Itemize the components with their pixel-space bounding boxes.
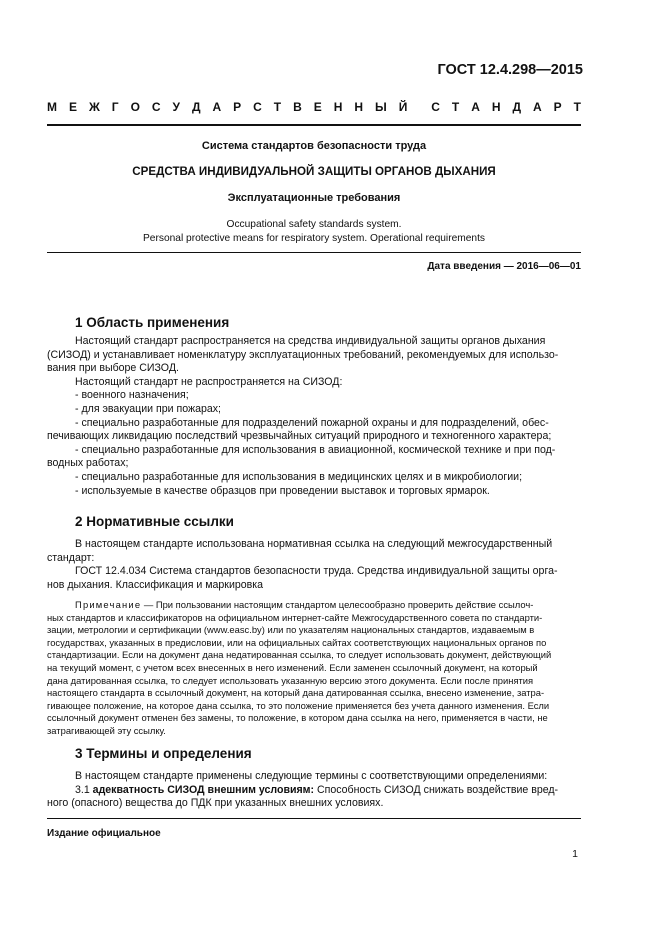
interstate-letter: Г (111, 100, 119, 114)
interstate-letter: С (151, 100, 161, 114)
interstate-letter: В (293, 100, 302, 114)
section-3-heading: 3 Термины и определения (75, 746, 252, 761)
interstate-letter: Е (313, 100, 322, 114)
header-rule (47, 124, 581, 126)
text-line: В настоящем стандарте применены следующие термины с соответствующими определениями: (75, 770, 548, 782)
interstate-letter: Т (573, 100, 581, 114)
note-first-line (47, 599, 581, 612)
note-line: зации, метрологии и сертификации (www.easc.by) или по указателям национальных стандартов, издаваемым в (47, 624, 535, 636)
text-line: водных работах; (47, 457, 129, 470)
english-title (47, 218, 581, 246)
list-item: - специально разработанные для подразделений пожарной охраны и для подразделений, обес- (75, 416, 549, 429)
note-label: Примечание (75, 599, 142, 610)
interstate-letter: А (533, 100, 542, 114)
text-line: вания при выборе СИЗОД. (47, 362, 179, 375)
interstate-letter: Н (491, 100, 501, 114)
note-line: затрагивающей эту ссылку. (47, 724, 166, 736)
interstate-letter: Е (68, 100, 77, 114)
term-definition (47, 784, 581, 798)
section-3-body (47, 770, 581, 811)
text-line: (СИЗОД) и устанавливает номенклатуру эксплуатационных требований, рекомендуемых для использо- (47, 348, 559, 361)
english-title-line: Personal protective means for respiratory system. Operational requirements (143, 233, 485, 244)
text-line: печивающих ликвидацию последствий чрезвычайных ситуаций природного и техногенного характера; (47, 430, 552, 443)
note-text: — При пользовании настоящим стандартом целесообразно проверить действие ссылоч- (141, 599, 534, 610)
list-item: - используемые в качестве образцов при проведении выставок и торговых ярмарок. (75, 484, 490, 497)
list-item: - для эвакуации при пожарах; (75, 402, 221, 415)
text-line: Настоящий стандарт распространяется на средства индивидуальной защиты органов дыхания (75, 335, 546, 347)
document-subtitle: Эксплуатационные требования (227, 192, 401, 204)
list-item: - специально разработанные для использования в авиационной, космической технике и при под- (75, 443, 556, 456)
note-line: государствах, указанных в предисловии, или на официальных сайтах соответствующих национальных органов по (47, 636, 547, 648)
interstate-letter: Р (553, 100, 562, 114)
interstate-letter: А (212, 100, 222, 114)
reference-line: ГОСТ 12.4.034 Система стандартов безопасности труда. Средства индивидуальной защиты орга- (75, 565, 558, 578)
interstate-letter: С (431, 100, 440, 114)
interstate-letter: Й (398, 100, 408, 114)
interstate-letter: Д (512, 100, 522, 114)
interstate-letter: Ж (88, 100, 100, 114)
introduction-date: Дата введения — 2016—06—01 (427, 261, 581, 272)
interstate-letter: О (130, 100, 140, 114)
note-line: ных стандартов и классификаторов на официальном интернет-сайте Межгосударственного совета по стандарти- (47, 611, 543, 623)
standards-system-title: Система стандартов безопасности труда (201, 140, 427, 152)
list-item: - военного назначения; (75, 389, 189, 402)
interstate-letter: Д (191, 100, 201, 114)
text-line: В настоящем стандарте использована нормативная ссылка на следующий межгосударственный (75, 538, 553, 550)
note-line: гивающее положение, на которое дана ссылка, то это положение применяется без учета данного изменения. Если (47, 699, 550, 711)
document-title: СРЕДСТВА ИНДИВИДУАЛЬНОЙ ЗАЩИТЫ ОРГАНОВ ДЫХАНИЯ (132, 165, 496, 178)
interstate-letter: Ы (374, 100, 387, 114)
title-rule (47, 252, 581, 253)
list-item: - специально разработанные для использования в медицинских целях и в микробиологии; (75, 470, 523, 483)
term-name: адекватность СИЗОД внешним условиям: (92, 783, 315, 796)
interstate-letter: Н (354, 100, 363, 114)
section-2-body (47, 538, 581, 592)
note-line: на текущий момент, с учетом всех внесенных в него изменений. Если заменен ссылочный документ, на который (47, 661, 538, 673)
section-1-heading: 1 Область применения (75, 315, 230, 330)
term-number: 3.1 (75, 783, 93, 796)
text-line: нов дыхания. Классификация и маркировка (47, 578, 264, 591)
note-line: стандартизации. Если на документ дана недатированная ссылка, то следует использовать документ, действующий (47, 649, 552, 661)
interstate-standard-label (47, 100, 581, 114)
note-line: настоящего стандарта в ссылочный документ, на который дана датированная ссылка, внесено изменение, затра- (47, 687, 545, 699)
interstate-letter: С (253, 100, 262, 114)
page-number: 1 (572, 848, 578, 860)
section-1-body (47, 335, 581, 498)
reference-note (47, 599, 581, 738)
interstate-letter: М (47, 100, 57, 114)
official-edition-label: Издание официальное (47, 828, 161, 839)
interstate-letter: Н (333, 100, 343, 114)
document-number: ГОСТ 12.4.298—2015 (437, 62, 583, 78)
interstate-letter: Т (273, 100, 282, 114)
text-line: ного (опасного) вещества до ПДК при указанных внешних условиях. (47, 797, 384, 810)
interstate-letter: У (172, 100, 180, 114)
interstate-letter: Р (233, 100, 242, 114)
footer-rule (47, 818, 581, 819)
english-title-line: Occupational safety standards system. (226, 219, 402, 230)
interstate-letter: Т (451, 100, 460, 114)
term-definition-text: Способность СИЗОД снижать воздействие вред- (314, 783, 559, 796)
note-line: дана датированная ссылка, то следует использовать указанную версию этого документа. Если после принятия (47, 674, 534, 686)
interstate-letter: А (471, 100, 480, 114)
note-line: ссылочный документ отменен без замены, то положение, в котором дана ссылка на него, применяется в части, не (47, 712, 548, 724)
text-line: стандарт: (47, 551, 95, 564)
text-line: Настоящий стандарт не распространяется на СИЗОД: (75, 375, 343, 388)
section-2-heading: 2 Нормативные ссылки (75, 514, 234, 529)
